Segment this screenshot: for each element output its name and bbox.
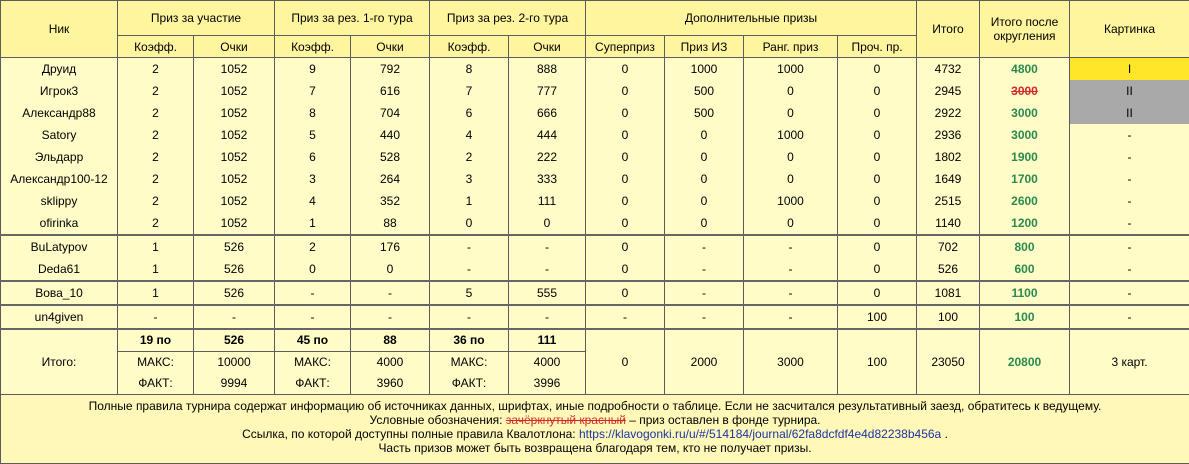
cell-p2: 704 <box>351 102 430 124</box>
subheader-other-prize: Проч. пр. <box>838 36 917 58</box>
legend-struck-sample: зачёркнутый красный <box>505 413 626 427</box>
legend-suffix: – приз оставлен в фонде турнира. <box>625 413 821 427</box>
cell-iz: 0 <box>665 168 744 190</box>
cell-sp: 0 <box>586 124 665 146</box>
link-prefix: Ссылка, по которой доступны полные правила Квалотлона: <box>242 427 579 441</box>
subheader-coef: Коэфф. <box>430 36 509 58</box>
cell-p2: 528 <box>351 146 430 168</box>
cell-other: 0 <box>838 124 917 146</box>
cell-pic: - <box>1070 281 1189 305</box>
cell-sp: 0 <box>586 212 665 235</box>
cell-c2: 4 <box>275 190 351 212</box>
summary-max-label: МАКС: <box>118 352 194 374</box>
cell-pic: - <box>1070 146 1189 168</box>
cell-c1: 1 <box>118 281 194 305</box>
cell-nick: Игрок3 <box>1 80 118 102</box>
cell-p1: 1052 <box>194 80 275 102</box>
cell-rounded: 800 <box>980 235 1070 258</box>
table-row <box>1 281 1189 305</box>
cell-other: 0 <box>838 102 917 124</box>
cell-sp: 0 <box>586 58 665 81</box>
cell-c2: - <box>275 281 351 305</box>
cell-sp: 0 <box>586 168 665 190</box>
table-row <box>1 58 1189 81</box>
cell-total: 1649 <box>917 168 980 190</box>
summary-fact-label: ФАКТ: <box>275 373 351 395</box>
cell-rounded: 3000 <box>980 124 1070 146</box>
cell-p3: 777 <box>509 80 586 102</box>
header-total: Итого <box>917 1 980 58</box>
cell-c2: 1 <box>275 212 351 235</box>
cell-pic: - <box>1070 235 1189 258</box>
cell-other: 0 <box>838 146 917 168</box>
table-row <box>1 190 1189 212</box>
cell-pic: - <box>1070 258 1189 281</box>
cell-total: 1081 <box>917 281 980 305</box>
table-row <box>1 146 1189 168</box>
cell-rank: 1000 <box>744 58 838 81</box>
cell-rank: 0 <box>744 168 838 190</box>
cell-iz: - <box>665 235 744 258</box>
summary-p1-max: 10000 <box>194 352 275 374</box>
cell-c1: 2 <box>118 80 194 102</box>
cell-total: 702 <box>917 235 980 258</box>
subheader-points: Очки <box>194 36 275 58</box>
cell-nick: un4given <box>1 305 118 329</box>
subheader-coef: Коэфф. <box>118 36 194 58</box>
cell-sp: 0 <box>586 190 665 212</box>
rules-link[interactable]: https://klavogonki.ru/u/#/514184/journal/62fa8dcfdf4e4d82238b456a <box>578 427 942 441</box>
summary-total: 23050 <box>917 329 980 395</box>
cell-p3: 555 <box>509 281 586 305</box>
cell-sp: - <box>586 305 665 329</box>
cell-c1: 2 <box>118 124 194 146</box>
cell-rounded: 1900 <box>980 146 1070 168</box>
cell-c2: 3 <box>275 168 351 190</box>
cell-c2: 7 <box>275 80 351 102</box>
cell-c2: 8 <box>275 102 351 124</box>
cell-p2: 792 <box>351 58 430 81</box>
summary-max-label: МАКС: <box>430 352 509 374</box>
summary-p1-fact: 9994 <box>194 373 275 395</box>
cell-total: 2922 <box>917 102 980 124</box>
footer-notes <box>1 395 1189 464</box>
summary-c1: 19 по <box>118 329 194 352</box>
cell-other: 100 <box>838 305 917 329</box>
summary-c2: 45 по <box>275 329 351 352</box>
link-suffix: . <box>941 427 948 441</box>
summary-superprize: 0 <box>586 329 665 395</box>
summary-p2: 88 <box>351 329 430 352</box>
cell-c3: 0 <box>430 212 509 235</box>
cell-total: 2945 <box>917 80 980 102</box>
cell-nick: Эльдарр <box>1 146 118 168</box>
cell-rank: 0 <box>744 212 838 235</box>
cell-p3: 0 <box>509 212 586 235</box>
cell-c3: 4 <box>430 124 509 146</box>
cell-total: 4732 <box>917 58 980 81</box>
table-row <box>1 168 1189 190</box>
table-row <box>1 124 1189 146</box>
cell-p1: 526 <box>194 281 275 305</box>
table-row <box>1 212 1189 235</box>
cell-rounded: 2600 <box>980 190 1070 212</box>
cell-iz: - <box>665 305 744 329</box>
summary-p1: 526 <box>194 329 275 352</box>
summary-fact-label: ФАКТ: <box>118 373 194 395</box>
footer-line-return: Часть призов может быть возвращена благодаря тем, кто не получает призы. <box>378 441 812 455</box>
cell-p1: 1052 <box>194 190 275 212</box>
subheader-points: Очки <box>351 36 430 58</box>
legend-prefix: Условные обозначения: <box>369 413 506 427</box>
cell-c1: 2 <box>118 212 194 235</box>
cell-c2: - <box>275 305 351 329</box>
cell-pic: - <box>1070 305 1189 329</box>
cell-rounded: 3000 <box>980 102 1070 124</box>
cell-p3: - <box>509 305 586 329</box>
summary-max-label: МАКС: <box>275 352 351 374</box>
table-row <box>1 258 1189 281</box>
table-row <box>1 235 1189 258</box>
cell-p3: - <box>509 235 586 258</box>
cell-other: 0 <box>838 258 917 281</box>
cell-p2: 352 <box>351 190 430 212</box>
cell-other: 0 <box>838 212 917 235</box>
subheader-coef: Коэфф. <box>275 36 351 58</box>
cell-rounded: 4800 <box>980 58 1070 81</box>
cell-p2: - <box>351 305 430 329</box>
cell-c1: 2 <box>118 190 194 212</box>
cell-iz: 0 <box>665 212 744 235</box>
summary-p3-fact: 3996 <box>509 373 586 395</box>
cell-p1: 1052 <box>194 124 275 146</box>
summary-total-rounded: 20800 <box>980 329 1070 395</box>
cell-nick: BuLatypov <box>1 235 118 258</box>
subheader-points: Очки <box>509 36 586 58</box>
cell-rank: - <box>744 305 838 329</box>
footer-line-legend <box>1 413 1189 427</box>
cell-p3: 888 <box>509 58 586 81</box>
cell-sp: 0 <box>586 258 665 281</box>
cell-p1: 1052 <box>194 102 275 124</box>
cell-nick: Deda61 <box>1 258 118 281</box>
cell-iz: 0 <box>665 124 744 146</box>
subheader-superprize: Суперприз <box>586 36 665 58</box>
cell-sp: 0 <box>586 80 665 102</box>
cell-other: 0 <box>838 190 917 212</box>
cell-p2: 0 <box>351 258 430 281</box>
summary-c3: 36 по <box>430 329 509 352</box>
summary-p2-max: 4000 <box>351 352 430 374</box>
cell-total: 2936 <box>917 124 980 146</box>
cell-rank: - <box>744 235 838 258</box>
cell-total: 1802 <box>917 146 980 168</box>
summary-prize-iz: 2000 <box>665 329 744 395</box>
cell-sp: 0 <box>586 146 665 168</box>
header-nick: Ник <box>1 1 118 58</box>
cell-p2: 88 <box>351 212 430 235</box>
cell-p1: 1052 <box>194 58 275 81</box>
cell-total: 526 <box>917 258 980 281</box>
cell-c3: 8 <box>430 58 509 81</box>
footer-line-link <box>1 427 1189 441</box>
cell-p2: 440 <box>351 124 430 146</box>
cell-c2: 2 <box>275 235 351 258</box>
cell-c3: 5 <box>430 281 509 305</box>
footer-line-rules: Полные правила турнира содержат информацию об источниках данных, шрифтах, иные подробности о таблице. Если не засчитался результативный заезд, обратитесь к ведущему. <box>88 399 1102 413</box>
header-total-rounded: Итого после округления <box>980 1 1070 58</box>
cell-c3: - <box>430 235 509 258</box>
cell-p3: 111 <box>509 190 586 212</box>
cell-total: 1140 <box>917 212 980 235</box>
cell-iz: - <box>665 258 744 281</box>
cell-other: 0 <box>838 168 917 190</box>
cell-p2: 616 <box>351 80 430 102</box>
cell-iz: 0 <box>665 146 744 168</box>
cell-c1: 2 <box>118 102 194 124</box>
cell-rounded: 3000 <box>980 80 1070 102</box>
cell-c1: 2 <box>118 58 194 81</box>
cell-other: 0 <box>838 281 917 305</box>
summary-p3: 111 <box>509 329 586 352</box>
cell-c1: 1 <box>118 258 194 281</box>
cell-rounded: 1200 <box>980 212 1070 235</box>
cell-nick: Вова_10 <box>1 281 118 305</box>
cell-p1: 1052 <box>194 168 275 190</box>
summary-other-prize: 100 <box>838 329 917 395</box>
cell-pic: - <box>1070 124 1189 146</box>
cell-iz: 1000 <box>665 58 744 81</box>
summary-p2-fact: 3960 <box>351 373 430 395</box>
summary-rank-prize: 3000 <box>744 329 838 395</box>
header-picture: Картинка <box>1070 1 1189 58</box>
cell-rounded: 1100 <box>980 281 1070 305</box>
cell-rank: 0 <box>744 80 838 102</box>
cell-c3: 2 <box>430 146 509 168</box>
cell-nick: Александр100-12 <box>1 168 118 190</box>
cell-c1: 2 <box>118 168 194 190</box>
cell-pic: - <box>1070 212 1189 235</box>
cell-rank: - <box>744 281 838 305</box>
cell-pic: - <box>1070 168 1189 190</box>
cell-c3: - <box>430 305 509 329</box>
cell-nick: Александр88 <box>1 102 118 124</box>
cell-pic: I <box>1070 58 1189 81</box>
cell-rank: - <box>744 258 838 281</box>
cell-p1: 1052 <box>194 146 275 168</box>
header-participation: Приз за участие <box>118 1 275 36</box>
cell-c3: 1 <box>430 190 509 212</box>
cell-total: 2515 <box>917 190 980 212</box>
cell-p3: 444 <box>509 124 586 146</box>
cell-p3: 666 <box>509 102 586 124</box>
cell-nick: sklippy <box>1 190 118 212</box>
table-row <box>1 305 1189 329</box>
cell-c3: 7 <box>430 80 509 102</box>
cell-pic: II <box>1070 80 1189 102</box>
cell-c2: 6 <box>275 146 351 168</box>
summary-label: Итого: <box>1 329 118 395</box>
cell-c1: 1 <box>118 235 194 258</box>
cell-iz: - <box>665 281 744 305</box>
header-round1: Приз за рез. 1-го тура <box>275 1 430 36</box>
cell-rank: 1000 <box>744 124 838 146</box>
cell-p2: 176 <box>351 235 430 258</box>
cell-rounded: 1700 <box>980 168 1070 190</box>
cell-p1: 1052 <box>194 212 275 235</box>
cell-nick: Satory <box>1 124 118 146</box>
cell-rounded: 600 <box>980 258 1070 281</box>
cell-c2: 0 <box>275 258 351 281</box>
cell-p1: 526 <box>194 235 275 258</box>
cell-sp: 0 <box>586 235 665 258</box>
cell-other: 0 <box>838 235 917 258</box>
cell-pic: II <box>1070 102 1189 124</box>
table-row <box>1 80 1189 102</box>
cell-sp: 0 <box>586 281 665 305</box>
cell-p3: - <box>509 258 586 281</box>
header-round2: Приз за рез. 2-го тура <box>430 1 586 36</box>
cell-p3: 333 <box>509 168 586 190</box>
summary-fact-label: ФАКТ: <box>430 373 509 395</box>
cell-c1: - <box>118 305 194 329</box>
cell-p3: 222 <box>509 146 586 168</box>
cell-sp: 0 <box>586 102 665 124</box>
cell-c3: - <box>430 258 509 281</box>
cell-p1: 526 <box>194 258 275 281</box>
summary-picture: 3 карт. <box>1070 329 1189 395</box>
cell-other: 0 <box>838 80 917 102</box>
cell-p2: 264 <box>351 168 430 190</box>
cell-total: 100 <box>917 305 980 329</box>
cell-c2: 5 <box>275 124 351 146</box>
subheader-rank-prize: Ранг. приз <box>744 36 838 58</box>
cell-iz: 500 <box>665 80 744 102</box>
cell-rank: 1000 <box>744 190 838 212</box>
cell-iz: 0 <box>665 190 744 212</box>
cell-pic: - <box>1070 190 1189 212</box>
cell-c3: 3 <box>430 168 509 190</box>
cell-rank: 0 <box>744 102 838 124</box>
cell-nick: ofirinka <box>1 212 118 235</box>
cell-c3: 6 <box>430 102 509 124</box>
header-extra: Дополнительные призы <box>586 1 917 36</box>
cell-rank: 0 <box>744 146 838 168</box>
cell-c1: 2 <box>118 146 194 168</box>
cell-iz: 500 <box>665 102 744 124</box>
summary-p3-max: 4000 <box>509 352 586 374</box>
cell-other: 0 <box>838 58 917 81</box>
cell-c2: 9 <box>275 58 351 81</box>
table-row <box>1 102 1189 124</box>
cell-p1: - <box>194 305 275 329</box>
subheader-prize-iz: Приз ИЗ <box>665 36 744 58</box>
cell-nick: Друид <box>1 58 118 81</box>
cell-rounded: 100 <box>980 305 1070 329</box>
cell-p2: - <box>351 281 430 305</box>
